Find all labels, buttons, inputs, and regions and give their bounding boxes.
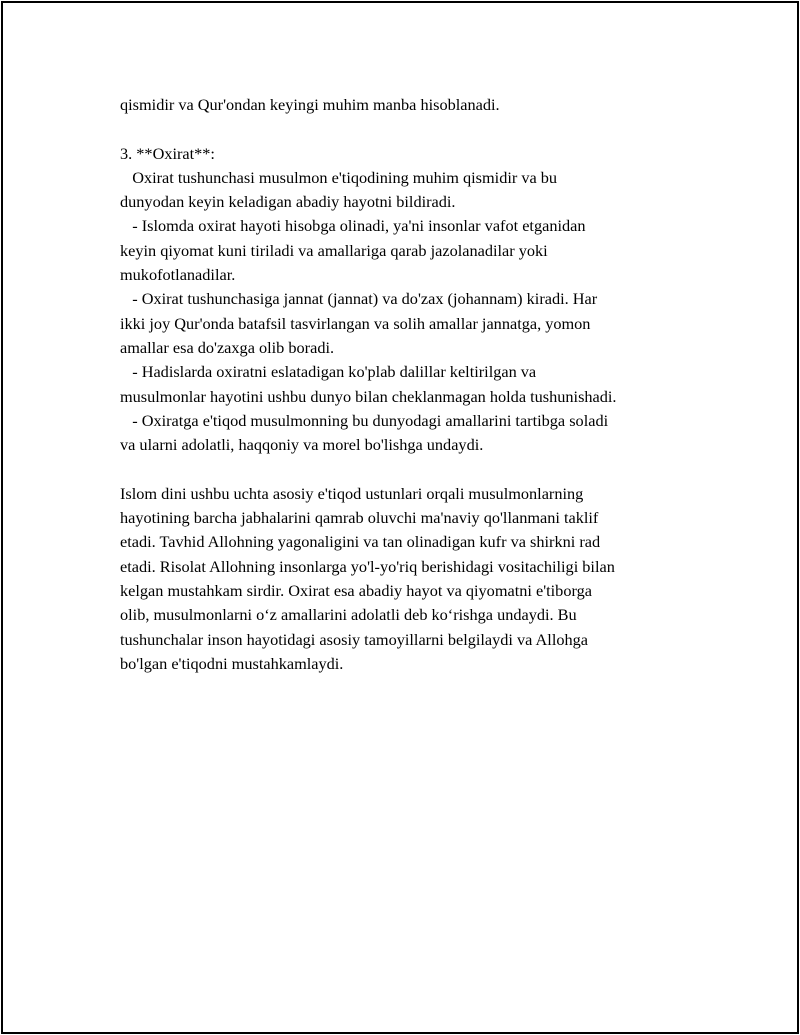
- section-line: musulmonlar hayotini ushbu dunyo bilan cheklanmagan holda tushunishadi.: [120, 386, 617, 406]
- conclusion-line: hayotining barcha jabhalarini qamrab oluvchi ma'naviy qo'llanmani taklif: [120, 508, 599, 528]
- paragraph-gap: [120, 117, 700, 141]
- section-line: va ularni adolatli, haqqoniy va morel bo'lishga undaydi.: [120, 435, 484, 455]
- section-line: dunyodan keyin keladigan abadiy hayotni bildiradi.: [120, 192, 456, 212]
- intro-line: qismidir va Qur'ondan keyingi muhim manba hisoblanadi.: [120, 95, 500, 114]
- conclusion-line: etadi. Risolat Allohning insonlarga yo'l-yo'riq berishidagi vositachiligi bilan: [120, 556, 615, 576]
- section-line: - Islomda oxirat hayoti hisobga olinadi, ya'ni insonlar vafot etganidan: [120, 216, 586, 236]
- section-line: - Oxirat tushunchasiga jannat (jannat) va do'zax (johannam) kiradi. Har: [120, 289, 598, 309]
- section-line: amallar esa do'zaxga olib boradi.: [120, 337, 335, 357]
- paragraph-gap: [120, 457, 700, 481]
- section-line: ikki joy Qur'onda batafsil tasvirlangan va solih amallar jannatga, yomon: [120, 313, 591, 333]
- document-page: [1, 1, 799, 1034]
- section-line: keyin qiyomat kuni tiriladi va amallariga qarab jazolanadilar yoki: [120, 240, 548, 260]
- section-line: mukofotlanadilar.: [120, 265, 236, 285]
- section-heading: 3. **Oxirat**:: [120, 143, 215, 163]
- conclusion-line: tushunchalar inson hayotidagi asosiy tamoyillarni belgilaydi va Allohga: [120, 629, 588, 649]
- conclusion-line: etadi. Tavhid Allohning yagonaligini va tan olinadigan kufr va shirkni rad: [120, 532, 601, 552]
- section-line: - Hadislarda oxiratni eslatadigan ko'plab dalillar keltirilgan va: [120, 362, 537, 382]
- section-line: - Oxiratga e'tiqod musulmonning bu dunyodagi amallarini tartibga soladi: [120, 410, 609, 430]
- section-line: Oxirat tushunchasi musulmon e'tiqodining muhim qismidir va bu: [120, 167, 558, 187]
- conclusion-line: Islom dini ushbu uchta asosiy e'tiqod ustunlari orqali musulmonlarning: [120, 483, 584, 503]
- conclusion-line: kelgan mustahkam sirdir. Oxirat esa abadiy hayot va qiyomatni e'tiborga: [120, 580, 592, 600]
- conclusion-line: olib, musulmonlarni o‘z amallarini adolatli deb ko‘rishga undaydi. Bu: [120, 605, 577, 625]
- document-body: [120, 93, 700, 676]
- conclusion-line: bo'lgan e'tiqodni mustahkamlaydi.: [120, 653, 344, 673]
